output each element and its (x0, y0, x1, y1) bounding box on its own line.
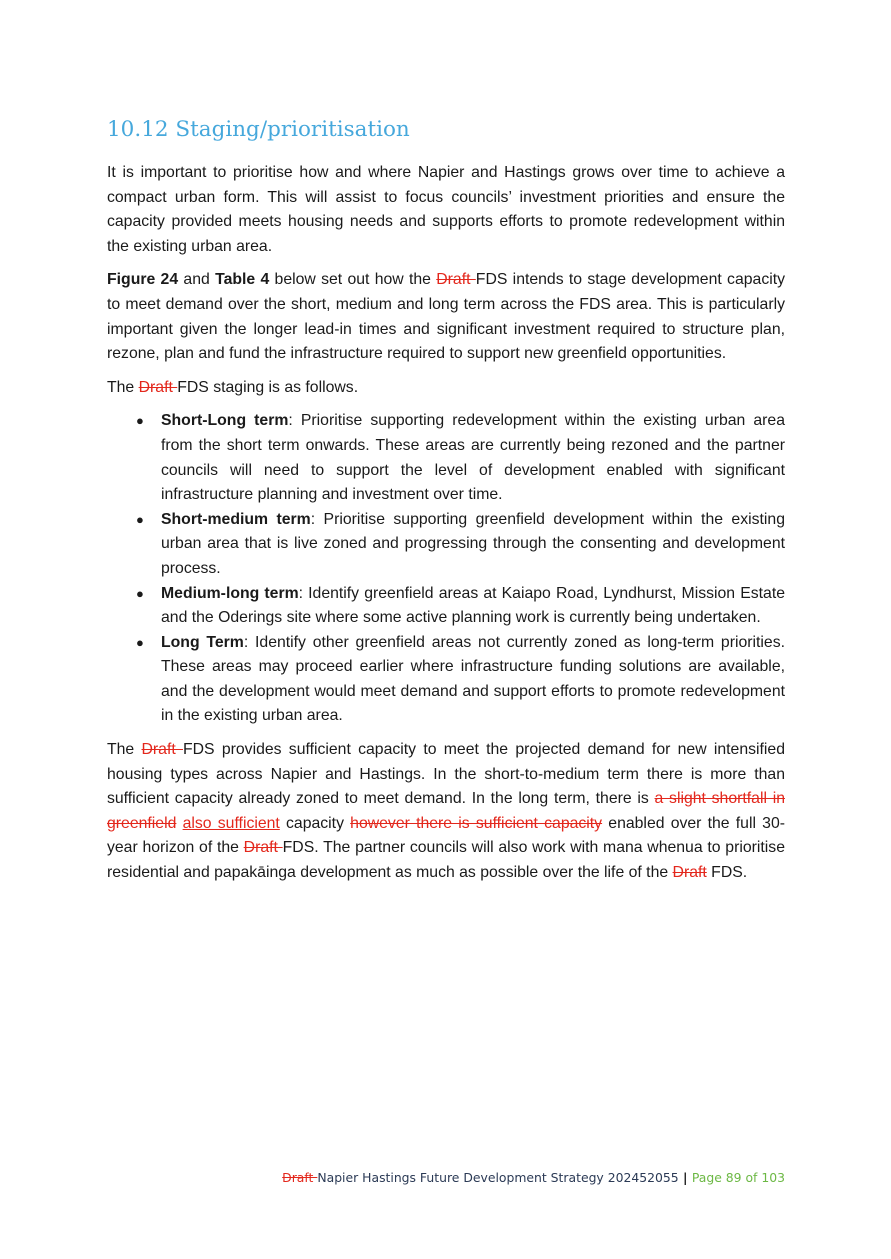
footer-deleted-text: Draft (282, 1170, 318, 1185)
deleted-text: a slight shortfall in greenfield (107, 790, 785, 832)
paragraph-figure-table: Figure 24 and Table 4 below set out how the Draft FDS intends to stage development capacity to meet demand over the short, medium and long term across the FDS area. This is particularly important given the longer lead-in times and significant investment required to structure plan, rezone, plan and fund the infrastructure required to support new greenfield opportunities. (107, 271, 786, 363)
paragraph-capacity: The Draft FDS provides sufficient capacity to meet the projected demand for new intensified housing types across Napier and Hastings. In the short-to-medium term there is more than sufficient capacity already zoned to meet demand. In the long term, there is a slight shortfall in greenfield also sufficient capacity however there is sufficient capacity enabled over the full 30-year horizon of the Draft FDS. The partner councils will also work with mana whenua to prioritise residential and papakāinga development as much as possible over the life of the Draft FDS. (107, 741, 786, 882)
bullet-icon: ● (136, 634, 144, 650)
body-text (107, 161, 785, 895)
footer-title: Napier Hastings Future Development Strategy 202452055 (317, 1170, 679, 1185)
deleted-text: Draft (243, 839, 283, 857)
deleted-text: Draft (141, 741, 183, 759)
page-footer (282, 1170, 785, 1185)
section-heading: 10.12 Staging/prioritisation (107, 117, 410, 142)
list-item-term: Short-medium term (161, 510, 311, 528)
bullet-icon: ● (136, 511, 144, 527)
deleted-text: Draft (138, 378, 178, 396)
list-item-term: Medium-long term (161, 584, 299, 602)
deleted-text: however there is sufficient capacity (350, 814, 603, 832)
bullet-icon: ● (136, 413, 144, 429)
bullet-icon: ● (136, 585, 144, 601)
list-item-term: Long Term (161, 633, 244, 651)
paragraph-intro: It is important to prioritise how and where Napier and Hastings grows over time to achieve a compact urban form. This will assist to focus councils’ investment priorities and ensure the capacity provided meets housing needs and supports efforts to promote redevelopment within the existing urban area. (107, 164, 785, 255)
staging-list (107, 409, 785, 729)
table-reference: Table 4 (215, 271, 270, 289)
page-number: Page 89 of 103 (691, 1170, 785, 1185)
inserted-text: also sufficient (182, 814, 280, 832)
deleted-text: Draft (672, 864, 707, 882)
deleted-text: Draft (436, 271, 476, 289)
figure-reference: Figure 24 (107, 271, 179, 289)
list-item-term: Short-Long term (161, 412, 289, 430)
list-item: ● Short-Long term: Prioritise supporting redevelopment within the existing urban area from the short term onwards. These areas are currently being rezoned and the partner councils will need to support the level of development enabled with significant infrastructure planning and investment over time. (107, 409, 785, 507)
list-item: ● Medium-long term: Identify greenfield areas at Kaiapo Road, Lyndhurst, Mission Estate and the Oderings site where some active planning work is currently being undertaken. (107, 582, 785, 631)
paragraph-staging-intro: The Draft FDS staging is as follows. (107, 378, 359, 396)
list-item: ● Long Term: Identify other greenfield areas not currently zoned as long-term priorities. These areas may proceed earlier where infrastructure funding solutions are available, and the development would meet demand and support efforts to promote redevelopment in the existing urban area. (107, 631, 785, 729)
footer-separator: | (678, 1170, 692, 1185)
list-item: ● Short-medium term: Prioritise supporting greenfield development within the existing urban area that is live zoned and progressing through the consenting and development process. (107, 508, 785, 582)
